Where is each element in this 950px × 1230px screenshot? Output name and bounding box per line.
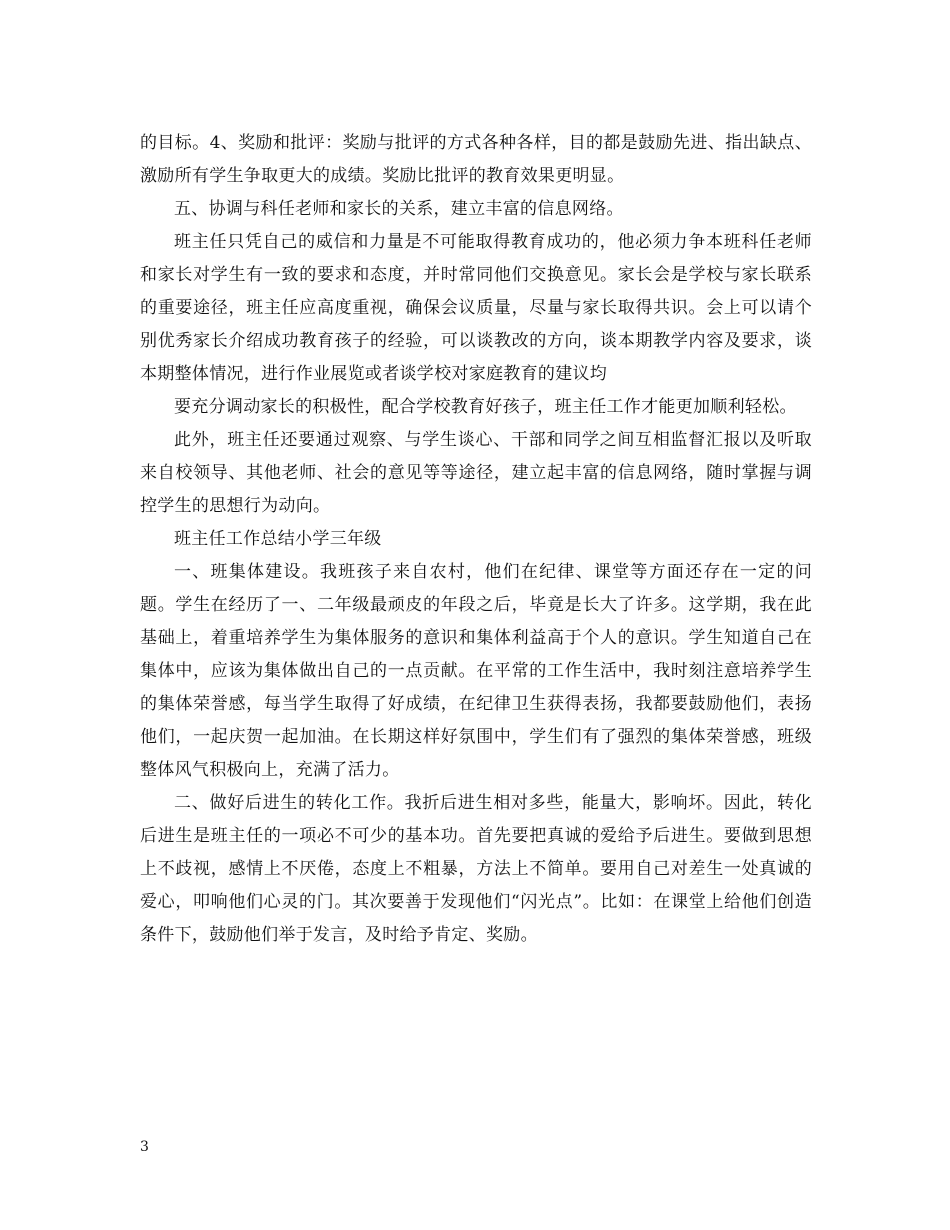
document-body — [140, 127, 812, 952]
paragraph-title-grade-three: 班主任工作总结小学三年级 — [174, 529, 382, 549]
paragraph-information-network: 此外，班主任还要通过观察、与学生谈心、干部和同学之间互相监督汇报以及听取来自校领导、其他老师、社会的意见等等途径，建立起丰富的信息网络，随时掌握与调控学生的思想行为动向。 — [140, 430, 812, 516]
paragraph-class-collective: 一、班集体建设。我班孩子来自农村，他们在纪律、课堂等方面还存在一定的问题。学生在经历了一、二年级最顽皮的年段之后，毕竟是长大了许多。这学期，我在此基础上，着重培养学生为集体服务的意识和集体利益高于个人的意识。学生知道自己在集体中，应该为集体做出自己的一点贡献。在平常的工作生活中，我时刻注意培养学生的集体荣誉感，每当学生取得了好成绩，在纪律卫生获得表扬，我都要鼓励他们，表扬他们，一起庆贺一起加油。在长期这样好氛围中，学生们有了强烈的集体荣誉感，班级整体风气积极向上，充满了活力。 — [140, 562, 812, 780]
paragraph-underachievers: 二、做好后进生的转化工作。我折后进生相对多些，能量大，影响坏。因此，转化后进生是班主任的一项必不可少的基本功。首先要把真诚的爱给予后进生。要做到思想上不歧视，感情上不厌倦，态度上不粗暴，方法上不简单。要用自己对差生一处真诚的爱心，叩响他们心灵的门。其次要善于发现他们“闪光点”。比如：在课堂上给他们创造条件下，鼓励他们举于发言，及时给予肯定、奖励。 — [140, 793, 812, 945]
paragraph-section-five-heading: 五、协调与科任老师和家长的关系，建立丰富的信息网络。 — [174, 199, 624, 219]
page-number: 3 — [140, 1139, 149, 1155]
paragraph-parent-motivation: 要充分调动家长的积极性，配合学校教育好孩子，班主任工作才能更加顺利轻松。 — [174, 397, 797, 417]
paragraph-teacher-parent-cooperation: 班主任只凭自己的威信和力量是不可能取得教育成功的，他必须力争本班科任老师和家长对学生有一致的要求和态度，并时常同他们交换意见。家长会是学校与家长联系的重要途径，班主任应高度重视，确保会议质量，尽量与家长取得共识。会上可以请个别优秀家长介绍成功教育孩子的经验，可以谈教改的方向，谈本期教学内容及要求，谈本期整体情况，进行作业展览或者谈学校对家庭教育的建议均 — [140, 232, 812, 384]
paragraph-continuation: 的目标。4、奖励和批评：奖励与批评的方式各种各样，目的都是鼓励先进、指出缺点、激励所有学生争取更大的成绩。奖励比批评的教育效果更明显。 — [140, 133, 812, 186]
